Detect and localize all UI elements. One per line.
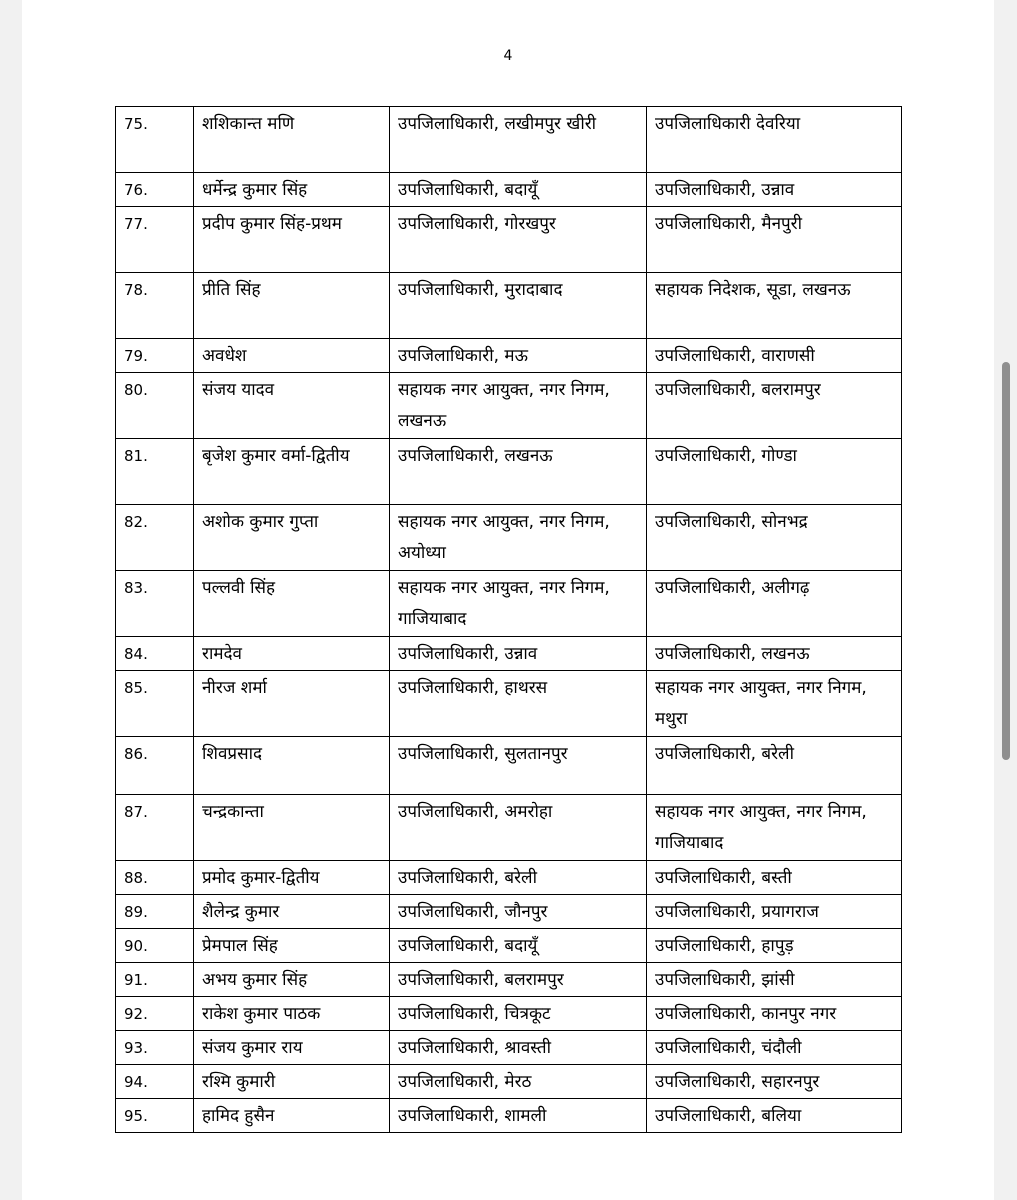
table-row [116,339,902,373]
new-post-cell: उपजिलाधिकारी, कानपुर नगर [647,997,902,1031]
serial-number-cell: 84. [116,637,194,671]
page-number: 4 [503,48,513,64]
current-post-cell: उपजिलाधिकारी, बदायूँ [390,173,647,207]
table-row [116,273,902,339]
current-post-cell: उपजिलाधिकारी, बलरामपुर [390,963,647,997]
document-page [22,0,994,1200]
new-post-cell: उपजिलाधिकारी देवरिया [647,107,902,173]
serial-number-cell: 93. [116,1031,194,1065]
serial-number-cell: 86. [116,737,194,795]
current-post-cell: उपजिलाधिकारी, मेरठ [390,1065,647,1099]
officer-name-cell: अभय कुमार सिंह [194,963,390,997]
officer-name-cell: पल्लवी सिंह [194,571,390,637]
table-row [116,1099,902,1133]
officer-name-cell: शिवप्रसाद [194,737,390,795]
table-row [116,997,902,1031]
table-row [116,207,902,273]
officer-name-cell: अवधेश [194,339,390,373]
vertical-scrollbar[interactable] [1002,362,1010,760]
serial-number-cell: 87. [116,795,194,861]
officer-name-cell: अशोक कुमार गुप्ता [194,505,390,571]
transfer-table-body [116,107,902,1133]
serial-number-cell: 92. [116,997,194,1031]
officer-name-cell: राकेश कुमार पाठक [194,997,390,1031]
table-row [116,671,902,737]
serial-number-cell: 80. [116,373,194,439]
new-post-cell: उपजिलाधिकारी, लखनऊ [647,637,902,671]
current-post-cell: उपजिलाधिकारी, सुलतानपुर [390,737,647,795]
serial-number-cell: 94. [116,1065,194,1099]
new-post-cell: उपजिलाधिकारी, बलरामपुर [647,373,902,439]
table-row [116,795,902,861]
serial-number-cell: 91. [116,963,194,997]
new-post-cell: उपजिलाधिकारी, मैनपुरी [647,207,902,273]
new-post-cell: उपजिलाधिकारी, झांसी [647,963,902,997]
table-row [116,929,902,963]
serial-number-cell: 88. [116,861,194,895]
serial-number-cell: 85. [116,671,194,737]
new-post-cell: उपजिलाधिकारी, अलीगढ़ [647,571,902,637]
serial-number-cell: 95. [116,1099,194,1133]
current-post-cell: उपजिलाधिकारी, लखीमपुर खीरी [390,107,647,173]
officer-name-cell: बृजेश कुमार वर्मा-द्वितीय [194,439,390,505]
new-post-cell: उपजिलाधिकारी, उन्नाव [647,173,902,207]
table-row [116,107,902,173]
officer-name-cell: प्रेमपाल सिंह [194,929,390,963]
current-post-cell: उपजिलाधिकारी, जौनपुर [390,895,647,929]
new-post-cell: उपजिलाधिकारी, सहारनपुर [647,1065,902,1099]
serial-number-cell: 89. [116,895,194,929]
serial-number-cell: 77. [116,207,194,273]
officer-name-cell: शैलेन्द्र कुमार [194,895,390,929]
new-post-cell: उपजिलाधिकारी, प्रयागराज [647,895,902,929]
current-post-cell: सहायक नगर आयुक्त, नगर निगम, लखनऊ [390,373,647,439]
officer-name-cell: संजय कुमार राय [194,1031,390,1065]
serial-number-cell: 81. [116,439,194,505]
new-post-cell: सहायक निदेशक, सूडा, लखनऊ [647,273,902,339]
current-post-cell: उपजिलाधिकारी, उन्नाव [390,637,647,671]
transfer-table [115,106,902,1133]
table-row [116,1065,902,1099]
current-post-cell: उपजिलाधिकारी, शामली [390,1099,647,1133]
current-post-cell: उपजिलाधिकारी, बरेली [390,861,647,895]
table-row [116,737,902,795]
serial-number-cell: 78. [116,273,194,339]
current-post-cell: सहायक नगर आयुक्त, नगर निगम, गाजियाबाद [390,571,647,637]
current-post-cell: उपजिलाधिकारी, लखनऊ [390,439,647,505]
new-post-cell: उपजिलाधिकारी, हापुड़ [647,929,902,963]
serial-number-cell: 79. [116,339,194,373]
serial-number-cell: 83. [116,571,194,637]
new-post-cell: उपजिलाधिकारी, बरेली [647,737,902,795]
current-post-cell: उपजिलाधिकारी, मुरादाबाद [390,273,647,339]
new-post-cell: सहायक नगर आयुक्त, नगर निगम, गाजियाबाद [647,795,902,861]
new-post-cell: उपजिलाधिकारी, बलिया [647,1099,902,1133]
officer-name-cell: शशिकान्त मणि [194,107,390,173]
new-post-cell: सहायक नगर आयुक्त, नगर निगम, मथुरा [647,671,902,737]
officer-name-cell: प्रदीप कुमार सिंह-प्रथम [194,207,390,273]
serial-number-cell: 90. [116,929,194,963]
current-post-cell: उपजिलाधिकारी, अमरोहा [390,795,647,861]
officer-name-cell: हामिद हुसैन [194,1099,390,1133]
officer-name-cell: संजय यादव [194,373,390,439]
officer-name-cell: चन्द्रकान्ता [194,795,390,861]
table-row [116,895,902,929]
table-row [116,439,902,505]
current-post-cell: उपजिलाधिकारी, मऊ [390,339,647,373]
current-post-cell: उपजिलाधिकारी, श्रावस्ती [390,1031,647,1065]
table-row [116,571,902,637]
new-post-cell: उपजिलाधिकारी, गोण्डा [647,439,902,505]
serial-number-cell: 82. [116,505,194,571]
officer-name-cell: प्रमोद कुमार-द्वितीय [194,861,390,895]
officer-name-cell: रामदेव [194,637,390,671]
officer-name-cell: नीरज शर्मा [194,671,390,737]
current-post-cell: उपजिलाधिकारी, गोरखपुर [390,207,647,273]
current-post-cell: उपजिलाधिकारी, बदायूँ [390,929,647,963]
table-row [116,1031,902,1065]
new-post-cell: उपजिलाधिकारी, चंदौली [647,1031,902,1065]
current-post-cell: सहायक नगर आयुक्त, नगर निगम, अयोध्या [390,505,647,571]
new-post-cell: उपजिलाधिकारी, सोनभद्र [647,505,902,571]
table-row [116,505,902,571]
new-post-cell: उपजिलाधिकारी, बस्ती [647,861,902,895]
current-post-cell: उपजिलाधिकारी, हाथरस [390,671,647,737]
current-post-cell: उपजिलाधिकारी, चित्रकूट [390,997,647,1031]
table-row [116,637,902,671]
table-row [116,963,902,997]
new-post-cell: उपजिलाधिकारी, वाराणसी [647,339,902,373]
officer-name-cell: धर्मेन्द्र कुमार सिंह [194,173,390,207]
table-row [116,861,902,895]
table-row [116,373,902,439]
serial-number-cell: 76. [116,173,194,207]
officer-name-cell: प्रीति सिंह [194,273,390,339]
serial-number-cell: 75. [116,107,194,173]
table-row [116,173,902,207]
officer-name-cell: रश्मि कुमारी [194,1065,390,1099]
